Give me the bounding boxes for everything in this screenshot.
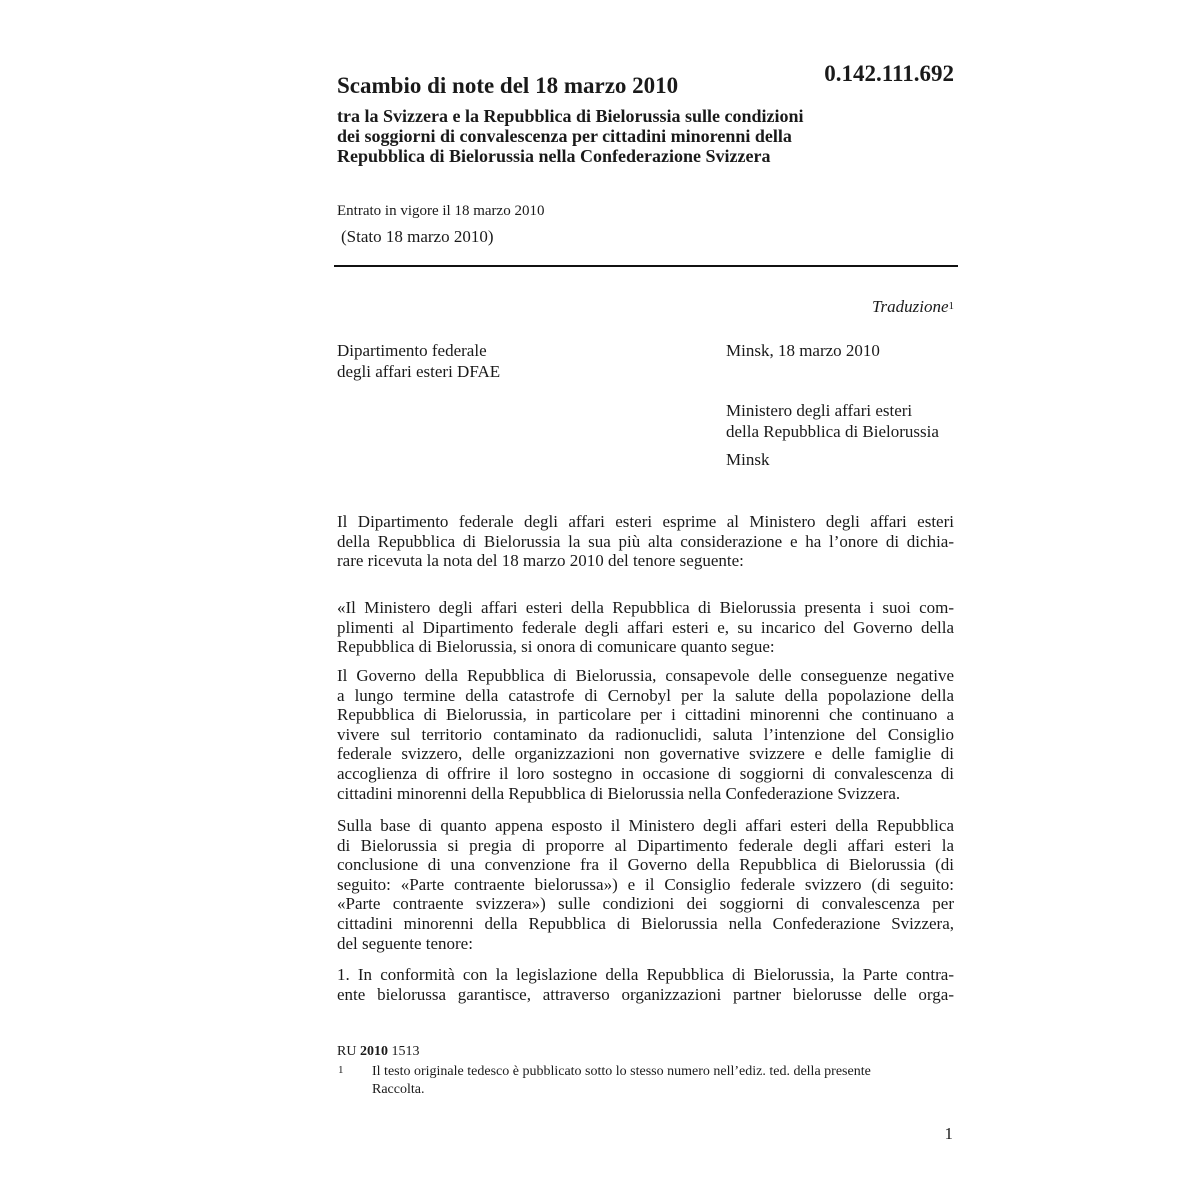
text-line: Sulla base di quanto appena esposto il Ministero degli affari esteri della Repubblica [337, 816, 954, 835]
text-line: 1. In conformità con la legislazione della Repubblica di Bielorussia, la Parte contra- [337, 965, 954, 984]
sr-number: 0.142.111.692 [824, 61, 954, 86]
ru-page: 1513 [391, 1044, 420, 1059]
paragraph-5 [337, 965, 954, 1004]
subtitle-line: Repubblica di Bielorussia nella Confederazione Svizzera [337, 146, 771, 166]
text-line: accoglienza di offrire il loro sostegno in occasione di soggiorni di convalescenza di [337, 763, 954, 783]
paragraph-2 [337, 598, 954, 657]
entry-into-force: Entrato in vigore il 18 marzo 2010 [337, 203, 545, 219]
text-line: a lungo termine della catastrofe di Cernobyl per la salute della popolazione della [337, 685, 954, 705]
text-line: Repubblica di Bielorussia, in particolare per i cittadini minorenni che continuano a [337, 705, 954, 725]
recipient-line: della Repubblica di Bielorussia [726, 422, 939, 441]
ru-year: 2010 [359, 1044, 388, 1059]
text-line: cittadini minorenni della Repubblica di Bielorussia nella Confederazione Svizzera. [337, 783, 901, 803]
text-line: Il Dipartimento federale degli affari esteri esprime al Ministero degli affari esteri [337, 512, 954, 531]
recipient-city: Minsk [726, 450, 770, 469]
text-line: ente bielorussa garantisce, attraverso organizzazioni partner bielorusse delle orga- [337, 984, 954, 1004]
text-line: «Il Ministero degli affari esteri della Repubblica di Bielorussia presenta i suoi com- [337, 598, 954, 617]
text-line: cittadini minorenni della Repubblica di Bielorussia nella Confederazione Svizzera, [337, 913, 954, 933]
text-line: conclusione di una convenzione fra il Governo della Repubblica di Bielorussia (di [337, 855, 954, 875]
sender-line: Dipartimento federale [337, 341, 487, 360]
text-line: della Repubblica di Bielorussia la sua più alta considerazione e ha l’onore di dichia- [337, 531, 954, 551]
text-line: federale svizzero, delle organizzazioni non governative svizzere e delle famiglie di [337, 744, 954, 764]
document-subtitle [337, 106, 897, 166]
recipient-block [726, 400, 939, 442]
text-line: vivere sul territorio contaminato da radionuclidi, saluta l’intenzione del Consiglio [337, 724, 954, 744]
text-line: seguito: «Parte contraente bielorussa») e il Consiglio federale svizzero (di seguito: [337, 874, 954, 894]
sender-block [337, 340, 500, 382]
translation-note [872, 296, 954, 318]
page-number: 1 [944, 1124, 953, 1143]
footnote-line: Il testo originale tedesco è pubblicato sotto lo stesso numero nell’ediz. ted. della presente [372, 1064, 871, 1079]
sender-line: degli affari esteri DFAE [337, 362, 501, 381]
text-line: del seguente tenore: [337, 933, 473, 953]
text-line: Repubblica di Bielorussia, si onora di comunicare quanto segue: [337, 637, 775, 657]
text-line: Il Governo della Repubblica di Bielorussia, consapevole delle conseguenze negative [337, 666, 954, 685]
paragraph-4 [337, 816, 954, 953]
status-date: (Stato 18 marzo 2010) [341, 227, 494, 246]
header-divider [334, 265, 958, 267]
place-date: Minsk, 18 marzo 2010 [726, 341, 880, 360]
ru-prefix: RU [337, 1044, 357, 1059]
footnote-line: Raccolta. [372, 1082, 425, 1097]
ru-reference [337, 1043, 419, 1061]
footnote-reference: 1 [948, 300, 954, 312]
paragraph-3 [337, 666, 954, 803]
text-line: rare ricevuta la nota del 18 marzo 2010 del tenore seguente: [337, 551, 744, 571]
footnote-text [372, 1063, 952, 1099]
footnote-mark: 1 [338, 1064, 344, 1076]
translation-label: Traduzione [871, 297, 949, 316]
paragraph-1 [337, 512, 954, 571]
recipient-line: Ministero degli affari esteri [726, 401, 913, 420]
text-line: plimenti al Dipartimento federale degli affari esteri e, su incarico del Governo della [337, 617, 954, 637]
text-line: «Parte contraente svizzera») sulle condizioni dei soggiorni di convalescenza per [337, 894, 954, 914]
subtitle-line: dei soggiorni di convalescenza per cittadini minorenni della [337, 126, 792, 146]
text-line: di Bielorussia si pregia di proporre al Dipartimento federale degli affari esteri la [337, 835, 954, 855]
document-title: Scambio di note del 18 marzo 2010 [337, 73, 679, 98]
subtitle-line: tra la Svizzera e la Repubblica di Bielorussia sulle condizioni [337, 106, 804, 126]
